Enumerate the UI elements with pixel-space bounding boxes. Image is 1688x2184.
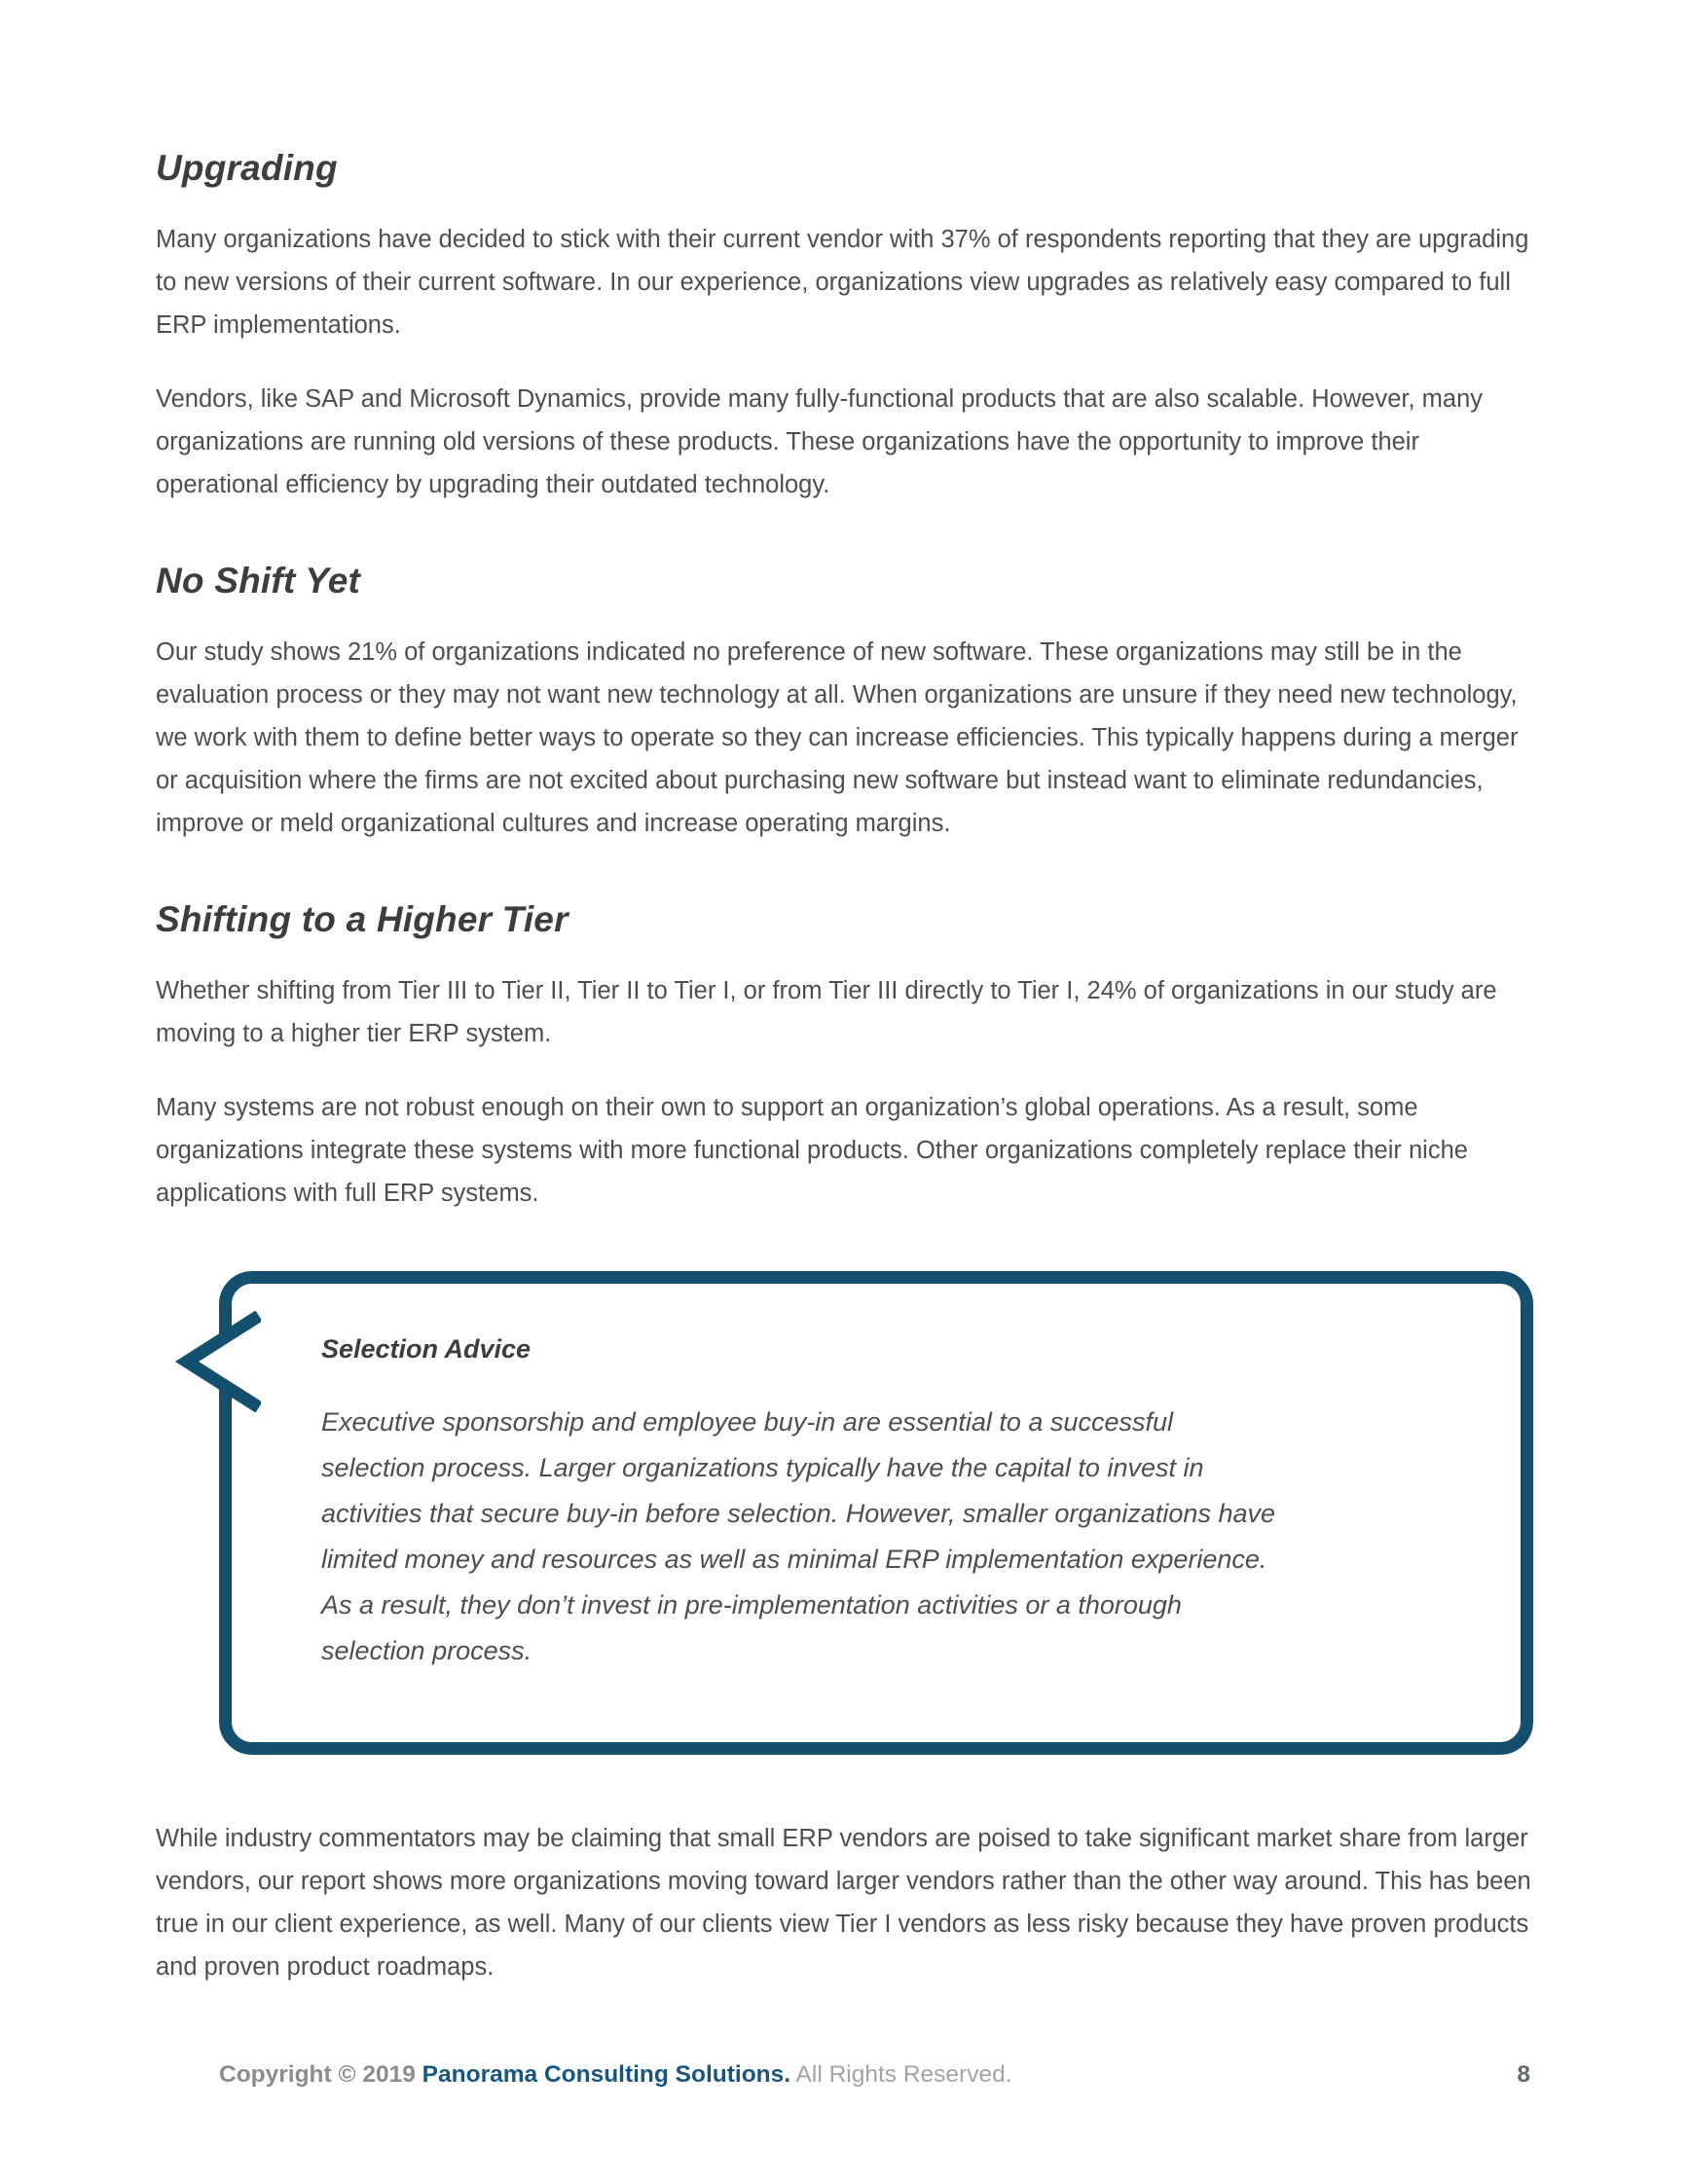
- speech-bubble-box: [219, 1271, 1533, 1755]
- closing-paragraph: While industry commentators may be claiming that small ERP vendors are poised to take significant market share from larger vendors, our report shows more organizations moving toward larger vendors rather than the other way around. This has been true in our client experience, as well. Many of our clients view Tier I vendors as less risky because they have proven products and proven product roadmaps.: [156, 1825, 1531, 1981]
- speech-bubble-tail-icon: [171, 1311, 261, 1412]
- paragraph: Many organizations have decided to stick with their current vendor with 37% of respondents reporting that they are upgrading to new versions of their current software. In our experience, organizations view upgrades as relatively easy compared to full ERP implementations.: [156, 226, 1529, 339]
- section-heading-no-shift-yet: No Shift Yet: [156, 561, 361, 601]
- section-upgrading: [156, 148, 1532, 506]
- rights-reserved-text: All Rights Reserved.: [790, 2061, 1012, 2088]
- paragraph: Whether shifting from Tier III to Tier II, Tier II to Tier I, or from Tier III directly to Tier I, 24% of organizations in our study are moving to a higher tier ERP system.: [156, 977, 1497, 1047]
- page-content: [156, 148, 1532, 1988]
- paragraph: Vendors, like SAP and Microsoft Dynamics, provide many fully-functional products that are also scalable. However, many organizations are running old versions of these products. These organizations have the opportunity to improve their operational efficiency by upgrading their outdated technology.: [156, 385, 1484, 498]
- section-heading-upgrading: Upgrading: [156, 148, 338, 188]
- company-name-period: .: [784, 2061, 791, 2088]
- selection-advice-callout: [219, 1271, 1533, 1755]
- section-no-shift-yet: [156, 561, 1532, 845]
- page-number: 8: [1517, 2061, 1530, 2088]
- callout-body-text: Executive sponsorship and employee buy-in are essential to a successful selection process. Larger organizations typically have the capital to invest in activities that secure buy-in before selection. However, smaller organizations have limited money and resources as well as minimal ERP implementation experience. As a result, they don’t invest in pre-implementation activities or a thorough selection process.: [321, 1407, 1275, 1665]
- section-heading-shifting-higher-tier: Shifting to a Higher Tier: [156, 899, 569, 939]
- company-name-link[interactable]: Panorama Consulting Solutions: [422, 2061, 785, 2088]
- callout-title: Selection Advice: [321, 1334, 532, 1364]
- footer-copyright-line: [219, 2061, 1012, 2089]
- paragraph: Our study shows 21% of organizations indicated no preference of new software. These organizations may still be in the evaluation process or they may not want new technology at all. When organizations are unsure if they need new technology, we work with them to define better ways to operate so they can increase efficiencies. This typically happens during a merger or acquisition where the firms are not excited about purchasing new software but instead want to eliminate redundancies, improve or meld organizational cultures and increase operating margins.: [156, 638, 1519, 837]
- section-shifting-higher-tier: [156, 899, 1532, 1215]
- copyright-text: Copyright © 2019: [219, 2061, 422, 2088]
- paragraph: Many systems are not robust enough on their own to support an organization’s global operations. As a result, some organizations integrate these systems with more functional products. Other organizations completely replace their niche applications with full ERP systems.: [156, 1094, 1468, 1207]
- page-footer: [156, 2061, 1532, 2089]
